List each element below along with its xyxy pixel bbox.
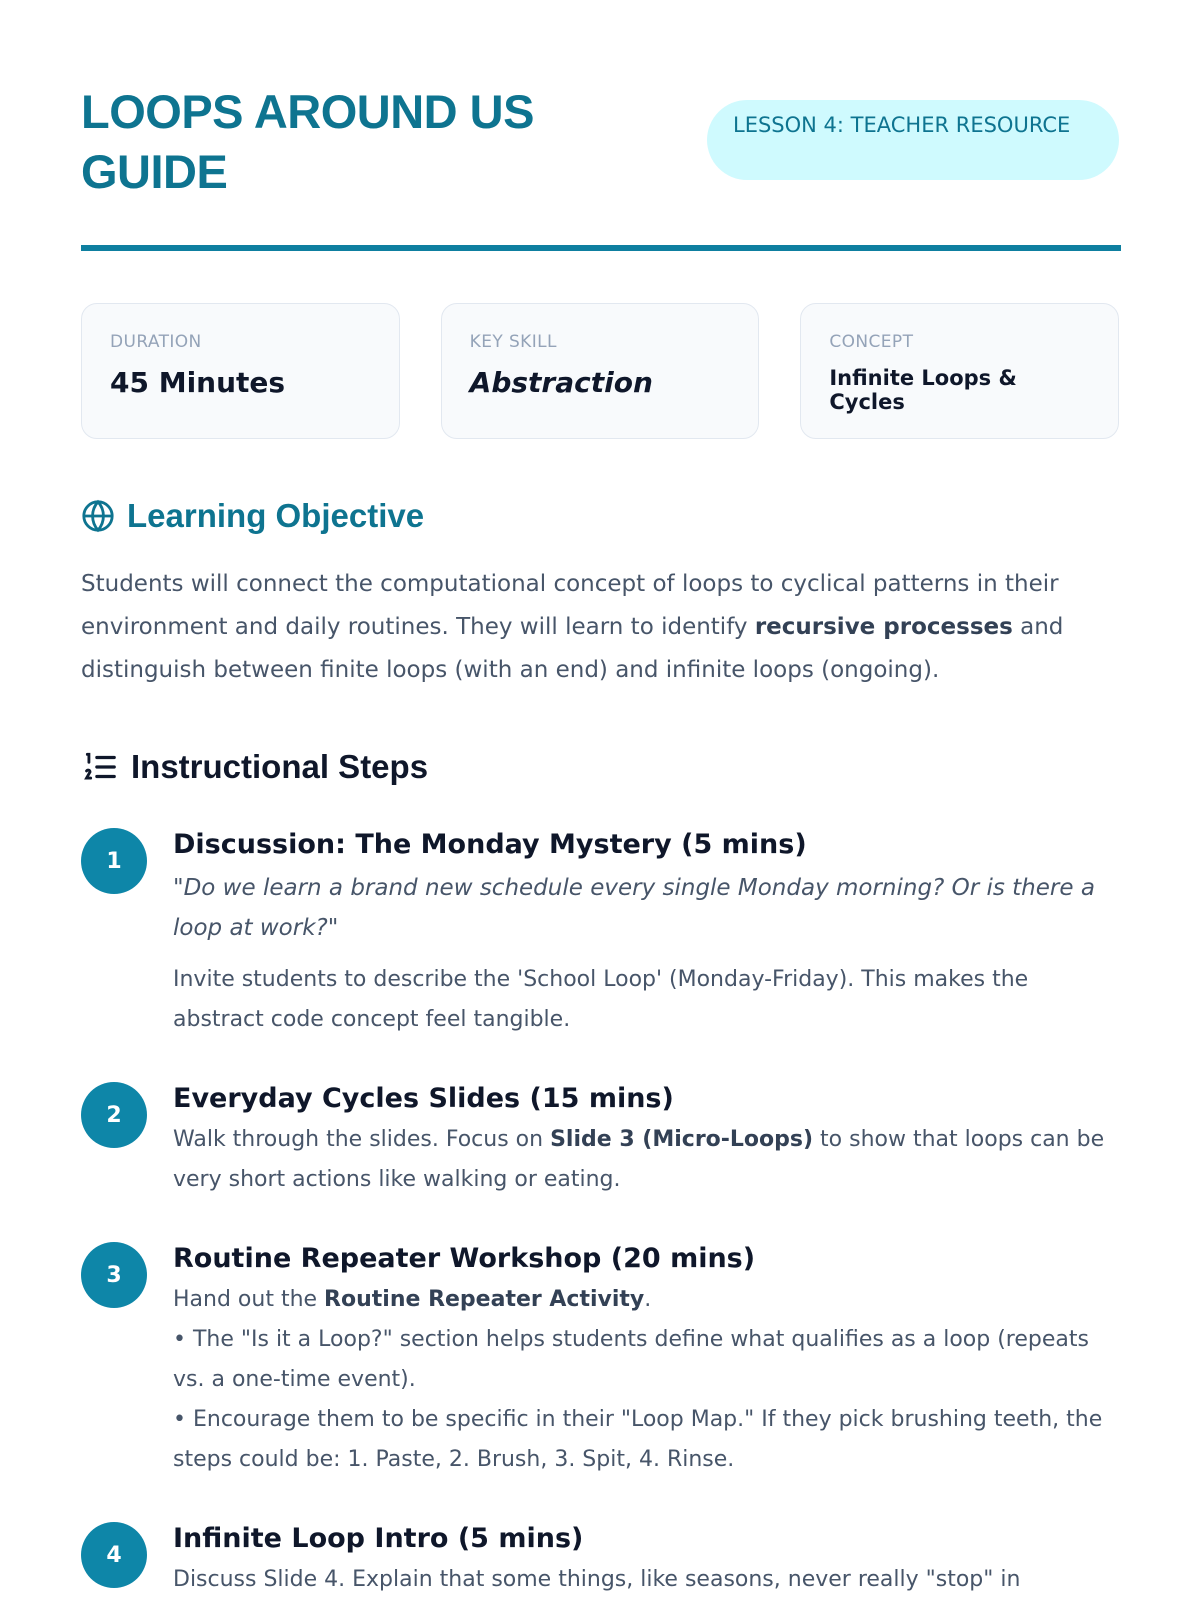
duration-card: [81, 303, 400, 439]
card-label: CONCEPT: [829, 332, 914, 352]
page-title: LOOPS AROUND US GUIDE: [81, 85, 534, 198]
step-text-part: Walk through the slides. Focus on: [173, 1127, 551, 1152]
section-title: Instructional Steps: [131, 748, 429, 785]
step-text-part: to show that loops can be very short actions like walking or eating.: [173, 1127, 1105, 1192]
step-item: [81, 828, 1119, 1040]
card-value: Abstraction: [469, 366, 653, 399]
key-skill-card: [441, 303, 760, 439]
objective-heading: [81, 497, 1119, 535]
step-title: Discussion: The Monday Mystery (5 mins): [173, 829, 807, 860]
info-cards: [81, 303, 1119, 439]
step-body: [173, 1242, 1119, 1480]
card-value: 45 Minutes: [110, 366, 286, 399]
section-title: Learning Objective: [127, 497, 425, 534]
step-item: [81, 1522, 1119, 1600]
step-item: [81, 1242, 1119, 1480]
card-label: DURATION: [110, 332, 202, 352]
objective-bold: recursive processes: [754, 614, 1013, 640]
globe-icon: [81, 499, 115, 533]
card-value: Infinite Loops & Cycles: [829, 366, 1017, 414]
step-text: Invite students to describe the 'School Loop' (Monday-Friday). This makes the abstract code concept feel tangible.: [173, 967, 1029, 1032]
numbered-list-icon: [81, 748, 119, 786]
step-number: 4: [81, 1522, 147, 1588]
objective-text-part: and distinguish between finite loops (with an end) and infinite loops (ongoing).: [81, 614, 1064, 683]
steps-heading: [81, 748, 1119, 786]
concept-card: [800, 303, 1119, 439]
step-body: [173, 1522, 1119, 1600]
step-text-part: Hand out the: [173, 1287, 325, 1312]
step-quote: "Do we learn a brand new schedule every single Monday morning? Or is there a loop at work?": [173, 875, 1095, 941]
objective-text-part: Students will connect the computational concept of loops to cyclical patterns in their environment and daily routines. They will learn to identify: [81, 571, 1059, 640]
step-item: [81, 1082, 1119, 1200]
step-title: Routine Repeater Workshop (20 mins): [173, 1243, 756, 1274]
step-body: [173, 1082, 1119, 1200]
card-label: KEY SKILL: [469, 332, 557, 352]
step-text-part: .: [644, 1287, 652, 1312]
step-number: 2: [81, 1082, 147, 1148]
step-bullet: • Encourage them to be specific in their "Loop Map." If they pick brushing teeth, the steps could be: 1. Paste, 2. Brush, 3. Spit, 4. Rinse.: [173, 1407, 1103, 1472]
step-bold: Routine Repeater Activity: [324, 1287, 645, 1312]
lesson-badge: LESSON 4: TEACHER RESOURCE: [707, 100, 1119, 180]
step-text: Discuss Slide 4. Explain that some things, like seasons, never really "stop" in: [173, 1567, 1021, 1592]
header-divider: [81, 245, 1121, 251]
step-text: [173, 1280, 1119, 1320]
step-title: Everyday Cycles Slides (15 mins): [173, 1083, 674, 1114]
step-bold: Slide 3 (Micro-Loops): [550, 1127, 814, 1152]
step-bullet: • The "Is it a Loop?" section helps students define what qualifies as a loop (repeats vs. a one-time event).: [173, 1327, 1089, 1392]
step-body: [173, 828, 1119, 1040]
header: [81, 0, 1119, 202]
step-number: 3: [81, 1242, 147, 1308]
step-title: Infinite Loop Intro (5 mins): [173, 1523, 584, 1554]
step-number: 1: [81, 828, 147, 894]
objective-text: [81, 563, 1119, 692]
step-text: [173, 1120, 1119, 1200]
